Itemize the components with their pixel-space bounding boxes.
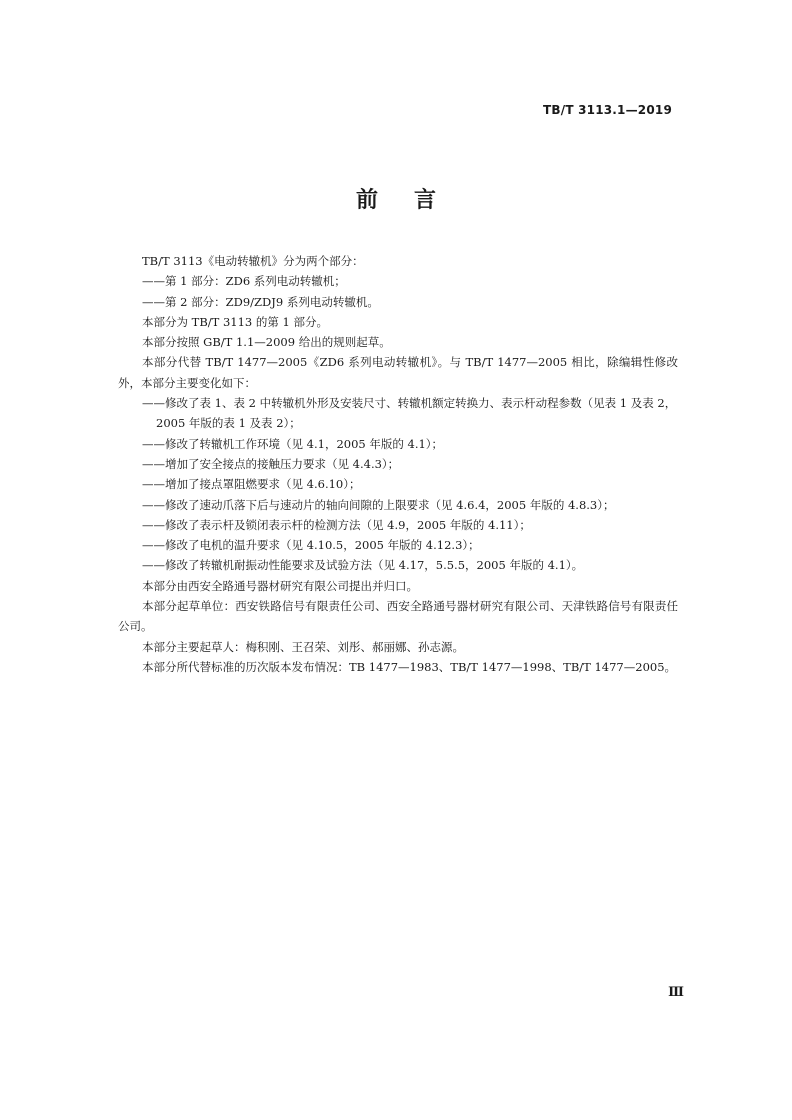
paragraph-part-2: ——第 2 部分：ZD9/ZDJ9 系列电动转辙机。 xyxy=(142,294,379,309)
paragraph-drafting-rules: 本部分按照 GB/T 1.1—2009 给出的规则起草。 xyxy=(142,335,391,350)
list-item xyxy=(118,434,678,454)
change-item-text: ——修改了转辙机工作环境（见 4.1，2005 年版的 4.1）； xyxy=(142,436,444,451)
list-item xyxy=(118,454,678,474)
page-title: 前言 xyxy=(355,188,472,213)
paragraph-proposer: 本部分由西安全路通号器材研究有限公司提出并归口。 xyxy=(142,578,418,593)
paragraph-part-1: ——第 1 部分：ZD6 系列电动转辙机； xyxy=(142,274,346,289)
list-item xyxy=(118,495,678,515)
paragraph-drafters: 本部分主要起草人：梅积刚、王召荣、刘彤、郝丽娜、孙志源。 xyxy=(142,639,464,654)
paragraph-drafting-units: 本部分起草单位：西安铁路信号有限责任公司、西安全路通号器材研究有限公司、天津铁路信号有限责任公司。 xyxy=(118,599,678,634)
paragraph-replaces: 本部分代替 TB/T 1477—2005《ZD6 系列电动转辙机》。与 TB/T 1477—2005 相比，除编辑性修改外，本部分主要变化如下： xyxy=(118,355,678,390)
paragraph-intro: TB/T 3113《电动转辙机》分为两个部分： xyxy=(142,254,364,268)
paragraph-this-part: 本部分为 TB/T 3113 的第 1 部分。 xyxy=(142,314,329,329)
list-item xyxy=(118,555,678,575)
change-item-text: ——修改了表 1、表 2 中转辙机外形及安装尺寸、转辙机额定转换力、表示杆动程参数（见表 1 及表 2， xyxy=(142,396,677,411)
list-item xyxy=(118,535,678,555)
paragraph-history: 本部分所代替标准的历次版本发布情况：TB 1477—1983、TB/T 1477—1998、TB/T 1477—2005。 xyxy=(142,659,677,674)
change-item-continuation: 2005 年版的表 1 及表 2）； xyxy=(156,416,301,431)
change-item-text: ——修改了电机的温升要求（见 4.10.5，2005 年版的 4.12.3）； xyxy=(142,538,480,553)
changes-list xyxy=(118,393,678,576)
change-item-text: ——增加了安全接点的接触压力要求（见 4.4.3）； xyxy=(142,456,400,471)
change-item-text: ——修改了转辙机耐振动性能要求及试验方法（见 4.17，5.5.5，2005 年版的 4.1）。 xyxy=(142,558,584,573)
page-number: Ⅲ xyxy=(668,985,684,1000)
change-item-text: ——修改了速动爪落下后与速动片的轴向间隙的上限要求（见 4.6.4，2005 年版的 4.8.3）； xyxy=(142,497,615,512)
change-item-text: ——修改了表示杆及锁闭表示杆的检测方法（见 4.9，2005 年版的 4.11）； xyxy=(142,517,531,532)
change-item-text: ——增加了接点罩阻燃要求（见 4.6.10）； xyxy=(142,477,361,492)
list-item xyxy=(118,393,678,434)
list-item xyxy=(118,515,678,535)
list-item xyxy=(118,474,678,494)
foreword-body xyxy=(118,251,678,677)
standard-number: TB/T 3113.1—2019 xyxy=(543,103,672,117)
